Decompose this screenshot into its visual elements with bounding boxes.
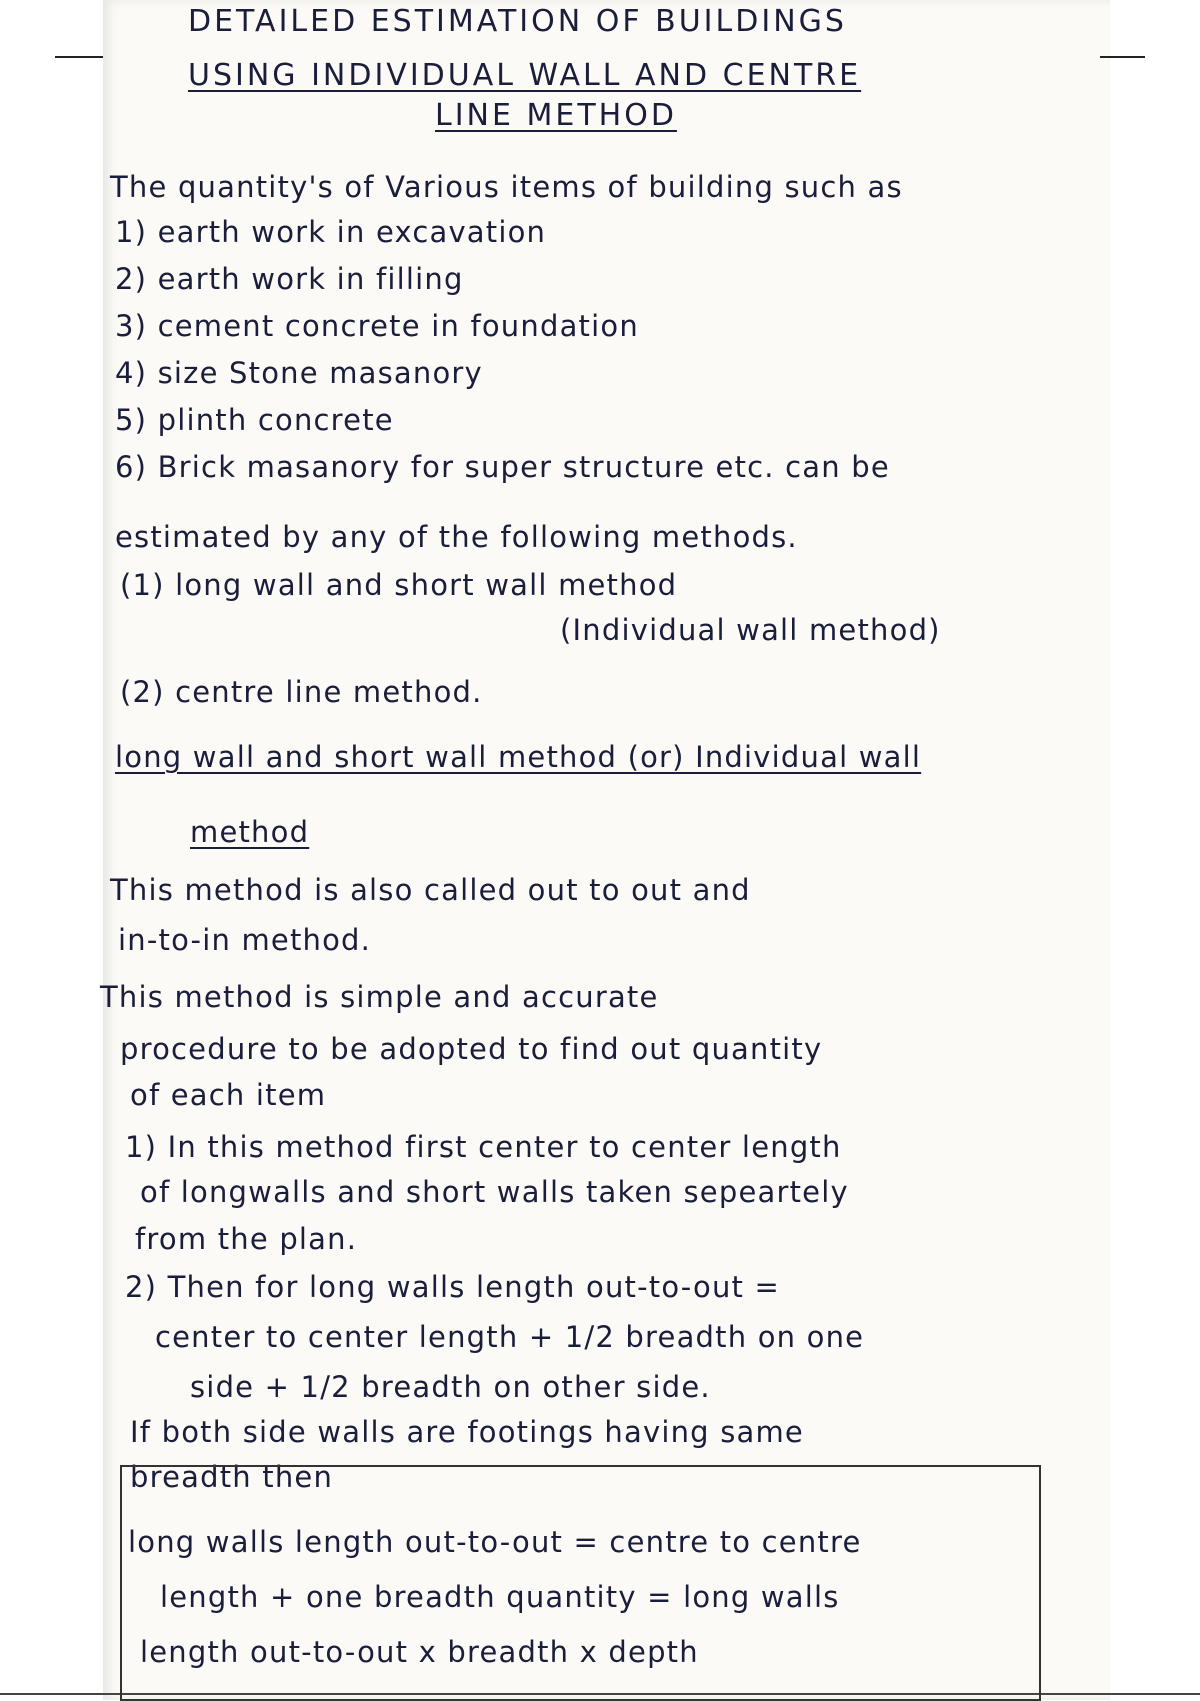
step-2a: 2) Then for long walls length out-to-out = bbox=[125, 1270, 781, 1304]
para-2c: of each item bbox=[130, 1078, 327, 1112]
step-2c: side + 1/2 breadth on other side. bbox=[190, 1370, 711, 1404]
step-1c: from the plan. bbox=[135, 1222, 358, 1256]
intro-item-2: 2) earth work in filling bbox=[115, 262, 464, 296]
step-1a: 1) In this method first center to center length bbox=[125, 1130, 842, 1164]
intro-lead: The quantity's of Various items of building such as bbox=[110, 170, 903, 204]
para-1b: in-to-in method. bbox=[118, 923, 372, 957]
para-1a: This method is also called out to out and bbox=[110, 873, 751, 907]
formula-line-2: length + one breadth quantity = long walls bbox=[160, 1580, 840, 1614]
section-heading-b: method bbox=[190, 815, 310, 849]
step-2b: center to center length + 1/2 breadth on one bbox=[155, 1320, 865, 1354]
formula-line-1: long walls length out-to-out = centre to centre bbox=[128, 1525, 862, 1559]
title-line-1: DETAILED ESTIMATION OF BUILDINGS bbox=[188, 4, 847, 39]
title-line-2: USING INDIVIDUAL WALL AND CENTRE bbox=[188, 58, 862, 93]
method-1: (1) long wall and short wall method bbox=[120, 568, 678, 602]
method-2: (2) centre line method. bbox=[120, 675, 483, 709]
para-2a: This method is simple and accurate bbox=[100, 980, 659, 1014]
intro-item-6: 6) Brick masanory for super structure etc. can be bbox=[115, 450, 890, 484]
para-2b: procedure to be adopted to find out quantity bbox=[120, 1032, 823, 1066]
title-line-3: LINE METHOD bbox=[435, 98, 677, 133]
formula-line-3: length out-to-out x breadth x depth bbox=[140, 1635, 699, 1669]
step-3b: breadth then bbox=[130, 1460, 334, 1494]
intro-tail: estimated by any of the following methods. bbox=[115, 520, 798, 554]
intro-item-5: 5) plinth concrete bbox=[115, 403, 394, 437]
method-1-alias: (Individual wall method) bbox=[560, 613, 941, 647]
intro-item-4: 4) size Stone masanory bbox=[115, 356, 483, 390]
margin-rule-right bbox=[1100, 56, 1145, 58]
step-3a: If both side walls are footings having same bbox=[130, 1415, 804, 1449]
intro-item-1: 1) earth work in excavation bbox=[115, 215, 547, 249]
step-1b: of longwalls and short walls taken sepeartely bbox=[140, 1175, 849, 1209]
section-heading-a: long wall and short wall method (or) Individual wall bbox=[115, 740, 922, 774]
margin-rule-left bbox=[55, 56, 103, 58]
intro-item-3: 3) cement concrete in foundation bbox=[115, 309, 639, 343]
